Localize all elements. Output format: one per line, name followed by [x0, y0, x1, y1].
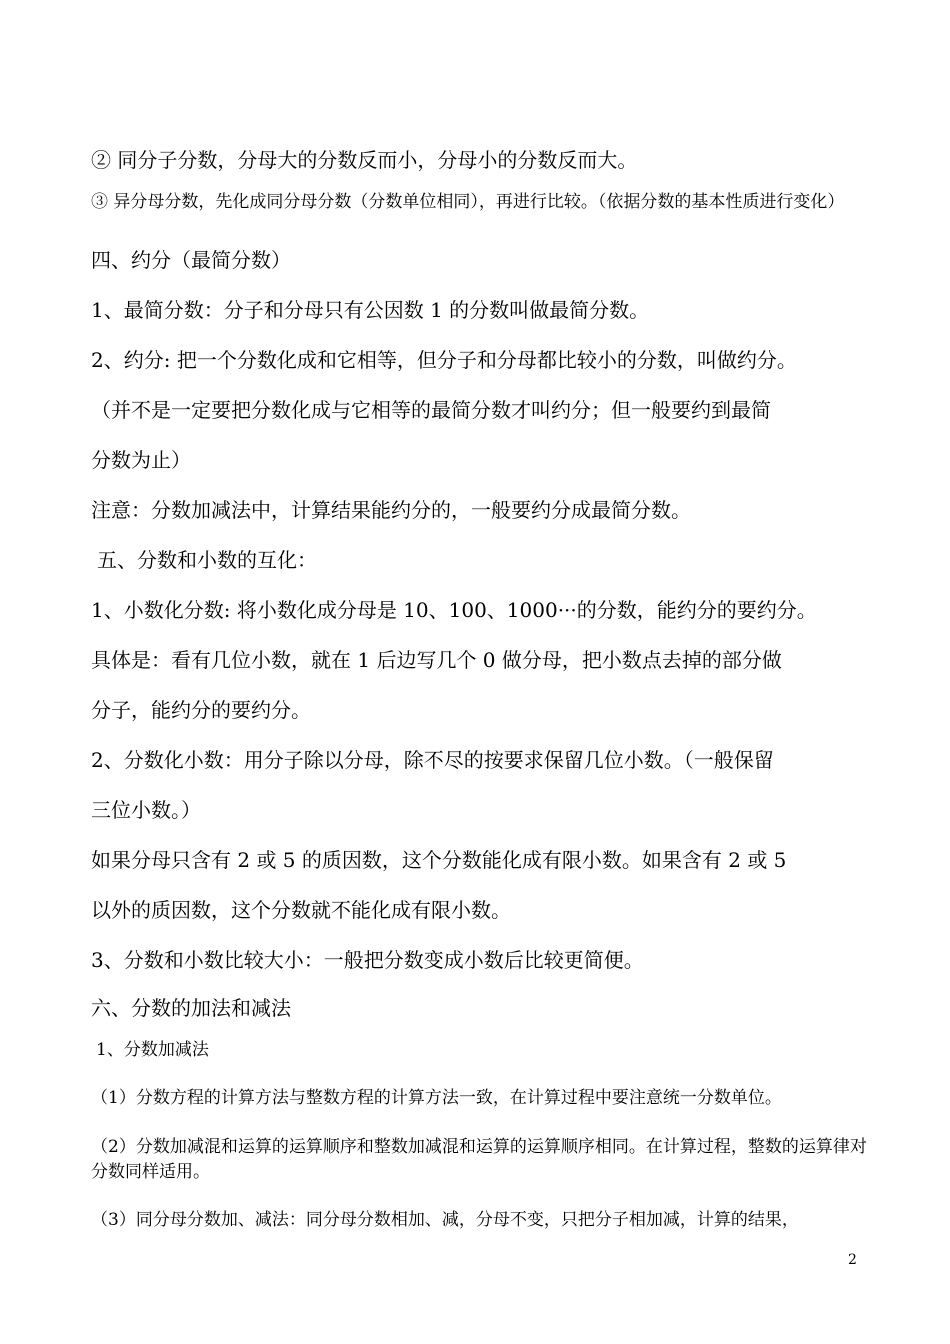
- text-line: （2）分数加减混和运算的运算顺序和整数加减混和运算的运算顺序相同。在计算过程，整数的运算律对分数同样适用。: [91, 1137, 867, 1182]
- section-heading: 六、分数的加法和减法: [91, 996, 291, 1020]
- text-line: 1、小数化分数: 将小数化成分母是 10、100、1000···的分数，能约分的要约分。: [91, 598, 817, 622]
- text-line: 3、分数和小数比较大小：一般把分数变成小数后比较更简便。: [91, 948, 644, 972]
- text-line: 分数为止）: [91, 448, 191, 472]
- text-line: 1、最简分数：分子和分母只有公因数 1 的分数叫做最简分数。: [91, 298, 650, 322]
- text-line: 分子，能约分的要约分。: [91, 698, 311, 722]
- text-line: ③ 异分母分数，先化成同分母分数（分数单位相同），再进行比较。（依据分数的基本性质进行变化）: [91, 192, 845, 212]
- text-line: （3）同分母分数加、减法：同分母分数相加、减，分母不变，只把分子相加减，计算的结果，: [91, 1210, 799, 1230]
- text-line: （1）分数方程的计算方法与整数方程的计算方法一致，在计算过程中要注意统一分数单位。: [91, 1088, 782, 1108]
- page-number: 2: [848, 1252, 857, 1268]
- text-line: 2、约分: 把一个分数化成和它相等，但分子和分母都比较小的分数，叫做约分。: [91, 348, 797, 372]
- text-line: 以外的质因数，这个分数就不能化成有限小数。: [91, 898, 511, 922]
- text-line: 2、分数化小数：用分子除以分母，除不尽的按要求保留几位小数。（一般保留: [91, 748, 774, 772]
- text-line: 注意：分数加减法中，计算结果能约分的，一般要约分成最简分数。: [91, 498, 691, 522]
- text-line: 如果分母只含有 2 或 5 的质因数，这个分数能化成有限小数。如果含有 2 或 5: [91, 848, 787, 872]
- text-line: ② 同分子分数，分母大的分数反而小，分母小的分数反而大。: [91, 148, 638, 172]
- section-heading: 四、约分（最简分数）: [91, 248, 291, 272]
- section-heading: 五、分数和小数的互化：: [97, 548, 317, 572]
- subsection-heading: 1、分数加减法: [96, 1040, 209, 1060]
- text-line: （并不是一定要把分数化成与它相等的最简分数才叫约分；但一般要约到最简: [91, 398, 771, 422]
- text-line: 具体是：看有几位小数，就在 1 后边写几个 0 做分母，把小数点去掉的部分做: [91, 648, 782, 672]
- text-line: 三位小数。）: [91, 798, 201, 822]
